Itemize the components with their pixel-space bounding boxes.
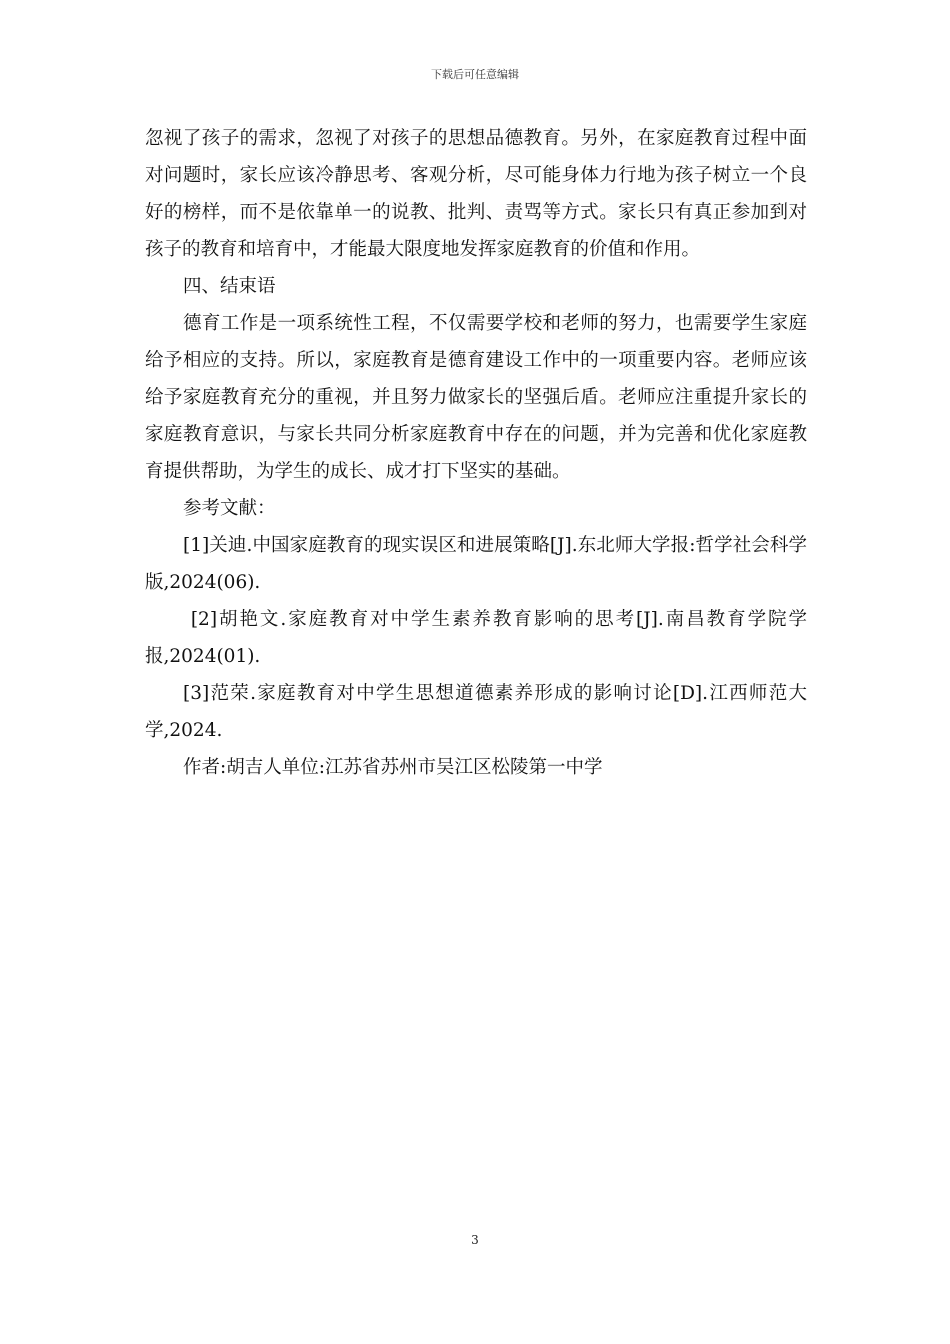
document-body bbox=[145, 120, 807, 786]
page-header-note: 下载后可任意编辑 bbox=[431, 68, 519, 81]
reference-item-3: [3]范荣.家庭教育对中学生思想道德素养形成的影响讨论[D].江西师范大学,2024. bbox=[145, 683, 807, 741]
reference-item-1: [1]关迪.中国家庭教育的现实误区和进展策略[J].东北师大学报:哲学社会科学版,2024(06). bbox=[145, 535, 807, 593]
author-line: 作者:胡吉人单位:江苏省苏州市吴江区松陵第一中学 bbox=[183, 757, 603, 778]
page-number: 3 bbox=[471, 1233, 479, 1247]
references-heading: 参考文献： bbox=[183, 498, 276, 519]
paragraph-continuation: 忽视了孩子的需求，忽视了对孩子的思想品德教育。另外，在家庭教育过程中面对问题时，家长应该冷静思考、客观分析，尽可能身体力行地为孩子树立一个良好的榜样，而不是依靠单一的说教、批判、责骂等方式。家长只有真正参加到对孩子的教育和培育中，才能最大限度地发挥家庭教育的价值和作用。 bbox=[145, 128, 807, 260]
paragraph-conclusion: 德育工作是一项系统性工程，不仅需要学校和老师的努力，也需要学生家庭给予相应的支持。所以，家庭教育是德育建设工作中的一项重要内容。老师应该给予家庭教育充分的重视，并且努力做家长的坚强后盾。老师应注重提升家长的家庭教育意识，与家长共同分析家庭教育中存在的问题，并为完善和优化家庭教育提供帮助，为学生的成长、成才打下坚实的基础。 bbox=[145, 313, 807, 482]
section-heading: 四、结束语 bbox=[183, 276, 276, 297]
reference-item-2: [2]胡艳文.家庭教育对中学生素养教育影响的思考[J].南昌教育学院学报,2024(01). bbox=[145, 609, 807, 667]
